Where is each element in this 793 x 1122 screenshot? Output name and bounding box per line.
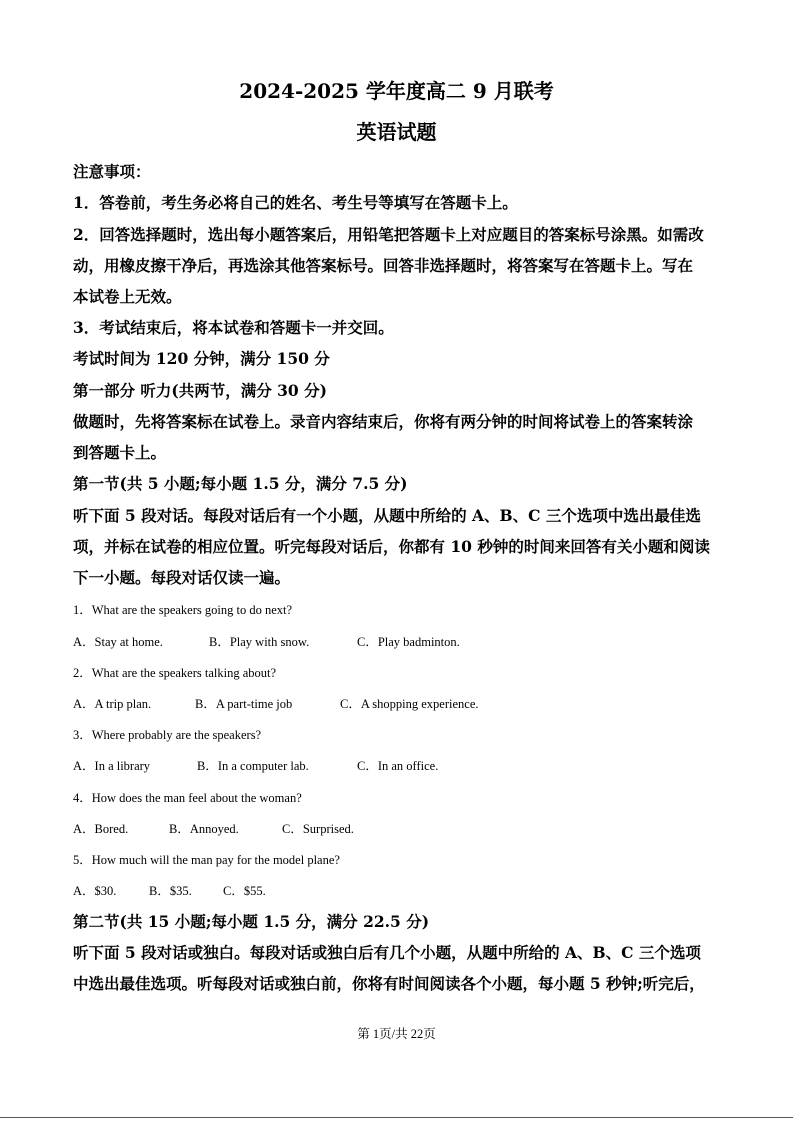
notice-item-2-line-3: 本试卷上无效。 (73, 287, 182, 306)
notice-item-2-line-1: 2．回答选择题时，选出每小题答案后，用铅笔把答题卡上对应题目的答案标号涂黑。如需改 (73, 225, 704, 244)
section1-instructions-line-1: 听下面 5 段对话。每段对话后有一个小题，从题中所给的 A、B、C 三个选项中选出最佳选 (73, 506, 701, 525)
section1-instructions-line-2: 项，并标在试卷的相应位置。听完每段对话后，你都有 10 秒钟的时间来回答有关小题和阅读 (73, 537, 710, 556)
option-a: A．Bored. (73, 822, 129, 836)
option-c: C．Play badminton. (357, 635, 460, 649)
section2-heading: 第二节(共 15 小题;每小题 1.5 分，满分 22.5 分) (73, 912, 430, 931)
notice-heading: 注意事项： (73, 162, 151, 181)
part1-intro-line-2: 到答题卡上。 (73, 443, 167, 462)
page-bottom-divider (0, 1117, 793, 1118)
option-b: B．A part-time job (195, 697, 293, 711)
question-1-options (73, 632, 460, 652)
part1-intro-line-1: 做题时，先将答案标在试卷上。录音内容结束后，你将有两分钟的时间将试卷上的答案转涂 (73, 412, 694, 431)
option-b: B．In a computer lab. (197, 759, 309, 773)
option-b: B．Annoyed. (169, 822, 239, 836)
page-number: 第 1页/共 22页 (357, 1027, 436, 1041)
option-a: A．Stay at home. (73, 635, 163, 649)
question-5-stem: 5．How much will the man pay for the model plane? (73, 853, 340, 867)
part1-heading: 第一部分 听力(共两节，满分 30 分) (73, 381, 327, 400)
section2-instructions-line-1: 听下面 5 段对话或独白。每段对话或独白后有几个小题，从题中所给的 A、B、C 三个选项 (73, 943, 701, 962)
exam-subtitle: 英语试题 (356, 120, 437, 144)
notice-item-2-line-2: 动，用橡皮擦干净后，再选涂其他答案标号。回答非选择题时，将答案写在答题卡上。写在 (73, 256, 694, 275)
option-c: C．A shopping experience. (340, 697, 479, 711)
notice-item-3: 3．考试结束后，将本试卷和答题卡一并交回。 (73, 318, 394, 337)
notice-item-1: 1．答卷前，考生务必将自己的姓名、考生号等填写在答题卡上。 (73, 193, 518, 212)
option-a: A．In a library (73, 759, 151, 773)
question-4-stem: 4．How does the man feel about the woman? (73, 791, 302, 805)
question-1-stem: 1．What are the speakers going to do next? (73, 603, 293, 617)
section2-instructions-line-2: 中选出最佳选项。听每段对话或独白前，你将有时间阅读各个小题，每小题 5 秒钟;听完后， (73, 974, 705, 993)
option-c: C．In an office. (357, 759, 439, 773)
option-c: C．$55. (223, 884, 266, 898)
question-3-options (73, 756, 438, 776)
option-b: B．$35. (149, 884, 192, 898)
option-b: B．Play with snow. (209, 635, 310, 649)
exam-time: 考试时间为 120 分钟，满分 150 分 (73, 349, 330, 368)
question-4-options (73, 819, 354, 839)
option-a: A．$30. (73, 884, 117, 898)
option-c: C．Surprised. (282, 822, 354, 836)
question-5-options (73, 881, 266, 901)
section1-instructions-line-3: 下一小题。每段对话仅读一遍。 (73, 568, 291, 587)
question-3-stem: 3．Where probably are the speakers? (73, 728, 262, 742)
option-a: A．A trip plan. (73, 697, 152, 711)
exam-title: 2024-2025 学年度高二 9 月联考 (239, 79, 554, 103)
question-2-stem: 2．What are the speakers talking about? (73, 666, 277, 680)
section1-heading: 第一节(共 5 小题;每小题 1.5 分，满分 7.5 分) (73, 474, 408, 493)
question-2-options (73, 694, 479, 714)
